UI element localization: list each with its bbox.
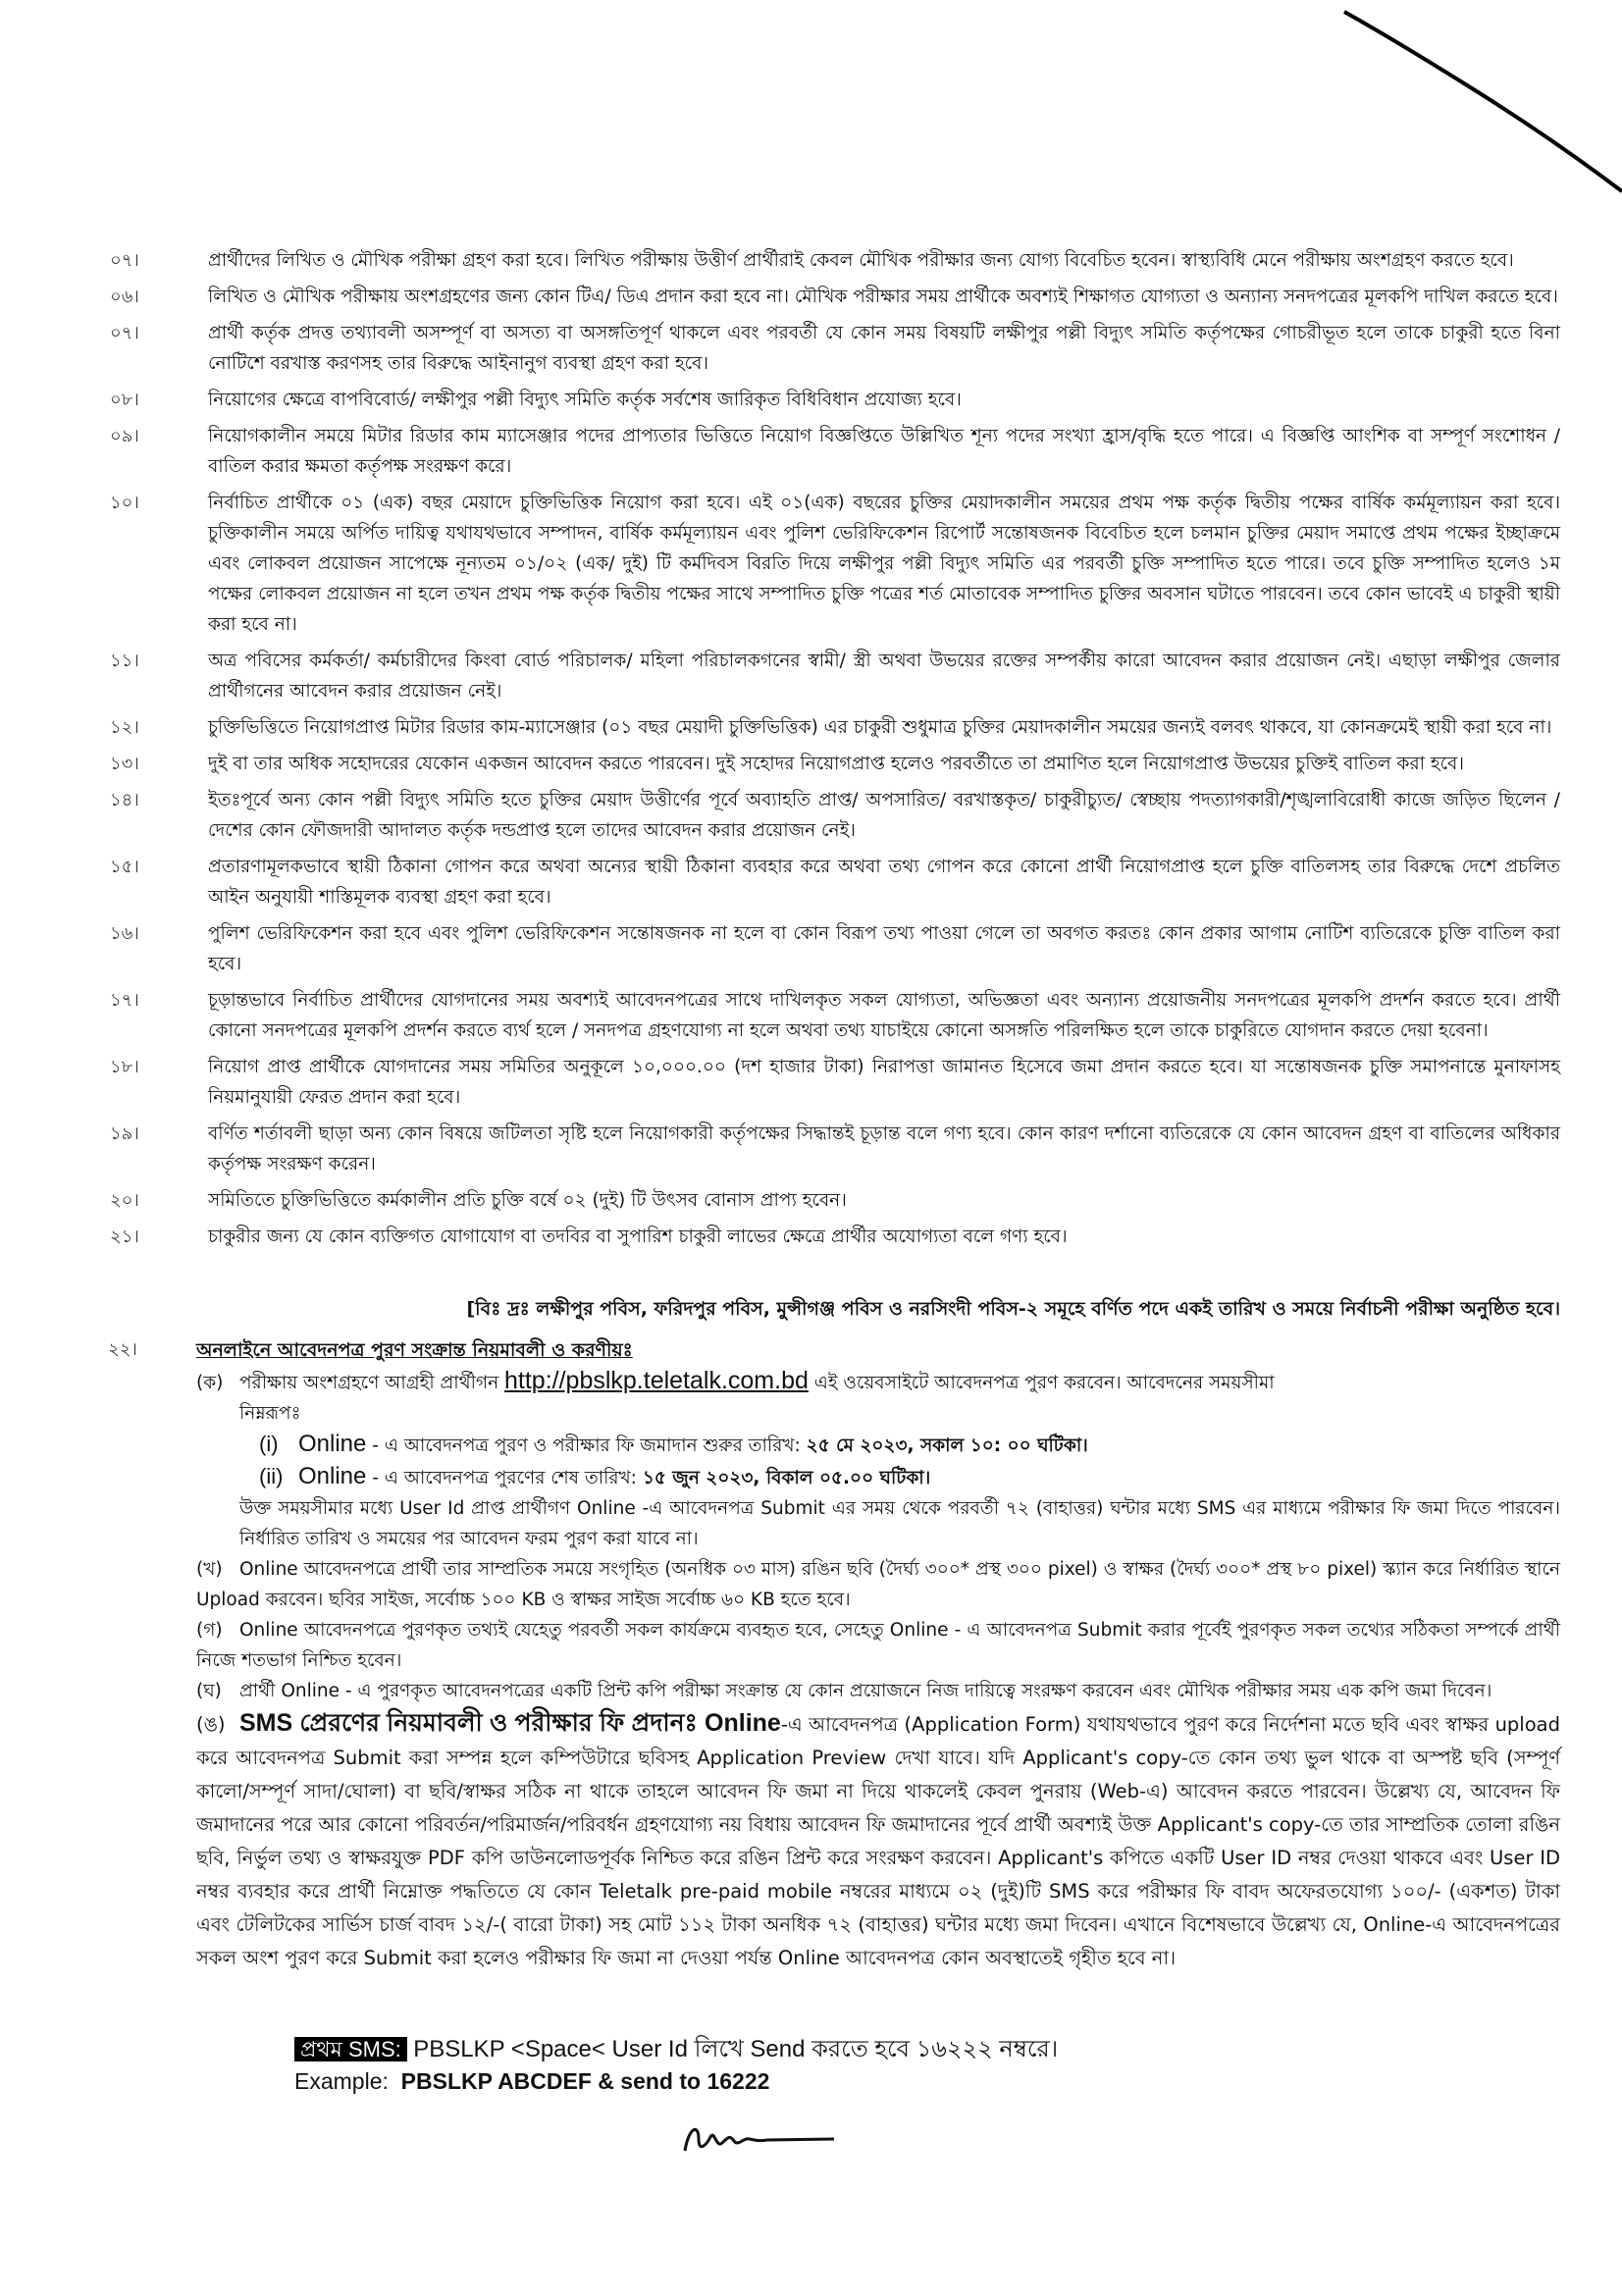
list-item: ০৯। নিয়োগকালীন সময়ে মিটার রিডার কাম ম্যাসেঞ্জার পদের প্রাপ্যতার ভিত্তিতে নিয়োগ বিজ্ঞপ্তিতে উল্লিখিত শূন্য পদের সংখ্যা হ্রাস/বৃদ্ধি হতে পারে। এ বিজ্ঞপ্তি আংশিক বা সম্পূর্ণ সংশোধন / বাতিল করার ক্ষমতা কর্তৃপক্ষ সংরক্ষণ করে। — [110, 426, 1560, 477]
list-item: ২১। চাকুরীর জন্য যে কোন ব্যক্তিগত যোগাযোগ বা তদবির বা সুপারিশ চাকুরী লাভের ক্ষেত্রে প্রার্থীর অযোগ্যতা বলে গণ্য হবে। — [110, 1226, 1068, 1247]
list-item: ০৭। প্রার্থী কর্তৃক প্রদত্ত তথ্যাবলী অসম্পূর্ণ বা অসত্য বা অসঙ্গতিপূর্ণ থাকলে এবং পরবর্তী যে কোন সময় বিষয়টি লক্ষীপুর পল্লী বিদ্যুৎ সমিতি কর্তৃপক্ষের গোচরীভূত হলে তাকে চাকুরী হতে বিনা নোটিশে বরখাস্ত করণসহ তার বিরুদ্ধে আইনানুগ ব্যবস্থা গ্রহণ করা হবে। — [110, 323, 1560, 374]
end-date-line: (ii) Online - এ আবেদনপত্র পুরণের শেষ তারিখ: ১৫ জুন ২০২৩, বিকাল ০৫.০০ ঘটিকা। — [259, 1463, 931, 1489]
list-item: ১৬। পুলিশ ভেরিফিকেশন করা হবে এবং পুলিশ ভেরিফিকেশন সন্তোষজনক না হলে বা কোন বিরূপ তথ্য পাওয়া গেলে তা অবগত করতঃ কোন প্রকার আগাম নোটিশ ব্যতিরেকে চুক্তি বাতিল করা হবে। — [110, 923, 1560, 974]
list-item: ১৫। প্রতারণামূলকভাবে স্থায়ী ঠিকানা গোপন করে অথবা অন্যের স্থায়ী ঠিকানা ব্যবহার করে অথবা তথ্য গোপন করে কোনো প্রার্থী নিয়োগপ্রাপ্ত হলে চুক্তি বাতিলসহ তার বিরুদ্ধে দেশে প্রচলিত আইন অনুযায়ী শাস্তিমূলক ব্যবস্থা গ্রহণ করা হবে। — [110, 857, 1560, 908]
first-sms-line: প্রথম SMS: PBSLKP <Space< User Id লিখে Send করতে হবে ১৬২২২ নম্বরে। — [294, 2033, 1472, 2065]
special-notice: [বিঃ দ্রঃ লক্ষীপুর পবিস, ফরিদপুর পবিস, মুন্সীগঞ্জ পবিস ও নরসিংদী পবিস-২ সমূহে বর্ণিত পদে একই তারিখ ও সময়ে নির্বাচনী পরীক্ষা অনুষ্ঠিত হবে। — [466, 1298, 1560, 1320]
sms-example-line: Example: PBSLKP ABCDEF & send to 16222 — [294, 2068, 770, 2094]
list-item: ২০। সমিতিতে চুক্তিভিত্তিতে কর্মকালীন প্রতি চুক্তি বর্ষে ০২ (দুই) টি উৎসব বোনাস প্রাপ্য হবেন। — [110, 1190, 847, 1211]
sub-item-kha: (খ) Online আবেদনপত্রে প্রার্থী তার সাম্প্রতিক সময়ে সংগৃহিত (অনধিক ০৩ মাস) রঙিন ছবি (দৈর্ঘ্য ৩০০* প্রস্থ ৩০০ pixel) ও স্বাক্ষর (দৈর্ঘ্য ৩০০* প্রস্থ ৮০ pixel) স্ক্যান করে নির্ধারিত স্থানে Upload করবেন। ছবির সাইজ, সর্বোচ্চ ১০০ KB ও স্বাক্ষর সাইজ সর্বোচ্চ ৬০ KB হতে হবে। — [196, 1559, 1560, 1610]
corner-scan-line — [0, 0, 1622, 255]
list-item: ১৭। চূড়ান্তভাবে নির্বাচিত প্রার্থীদের যোগদানের সময় অবশ্যই আবেদনপত্রের সাথে দাখিলকৃত সকল যোগ্যতা, অভিজ্ঞতা এবং অন্যান্য প্রয়োজনীয় সনদপত্রের মূলকপি প্রদর্শন করতে হবে। প্রার্থী কোনো সনদপত্রের মূলকপি প্রদর্শন করতে ব্যর্থ হলে / সনদপত্র গ্রহণযোগ্য না হলে অথবা তথ্য যাচাইয়ে কোনো অসঙ্গতি পরিলক্ষিত হলে তাকে চাকুরিতে যোগদান করতে দেয়া হবেনা। — [110, 990, 1560, 1041]
conditions-list — [108, 245, 1560, 1264]
list-item: ১২। চুক্তিভিত্তিতে নিয়োগপ্রাপ্ত মিটার রিডার কাম-ম্যাসেঞ্জার (০১ বছর মেয়াদী চুক্তিভিত্তিক) এর চাকুরী শুধুমাত্র চুক্তির মেয়াদকালীন সময়ের জন্যই বলবৎ থাকবে, যা কোনক্রমেই স্থায়ী করা হবে না। — [110, 717, 1552, 738]
list-item: ০৭। প্রার্থীদের লিখিত ও মৌখিক পরীক্ষা গ্রহণ করা হবে। লিখিত পরীক্ষায় উত্তীর্ণ প্রার্থীরাই কেবল মৌখিক পরীক্ষার জন্য যোগ্য বিবেচিত হবেন। স্বাস্থ্যবিধি মেনে পরীক্ষায় অংশগ্রহণ করতে হবে। — [110, 250, 1514, 271]
sub-item-ka: (ক) পরীক্ষায় অংশগ্রহণে আগ্রহী প্রার্থীগন http://pbslkp.teletalk.com.bd এই ওয়েবসাইটে আবেদনপত্র পুরণ করবেন। আবেদনের সময়সীমা নিম্নরূপঃ (i) Online - এ আবেদনপত্র পুরণ ও পরীক্ষার ফি জমাদান শুরুর তারিখ: ২৫ মে ২০২৩, সকাল ১০: ০০ ঘটিকা। (ii) Online - এ আবেদনপত্র পুরণের শেষ তারিখ: ১৫ জুন ২০২৩, বিকাল ০৫.০০ ঘটিকা। উক্ত সময়সীমার মধ্যে User Id প্রাপ্ত প্রার্থীগণ Online -এ আবেদনপত্র Submit এর সময় থেকে পরবর্তী ৭২ (বাহাত্তর) ঘন্টার মধ্যে SMS এর মাধ্যমে পরীক্ষার ফি জমা দিতে পারবেন। নির্ধারিত তারিখ ও সময়ের পর আবেদন ফরম পুরণ করা যাবে না। — [196, 1367, 1560, 1549]
list-item: ১৩। দুই বা তার অধিক সহোদরের যেকোন একজন আবেদন করতে পারবেন। দুই সহোদর নিয়োগপ্রাপ্ত হলেও পরবর্তীতে তা প্রমাণিত হলে নিয়োগপ্রাপ্ত উভয়ের চুক্তিই বাতিল করা হবে। — [110, 754, 1464, 774]
first-sms-tag: প্রথম SMS: — [294, 2037, 407, 2061]
section-number: ২২। — [108, 1339, 137, 1360]
sms-instructions — [294, 2033, 1472, 2097]
list-item: ১০। নির্বাচিত প্রার্থীকে ০১ (এক) বছর মেয়াদে চুক্তিভিত্তিক নিয়োগ করা হবে। এই ০১(এক) বছরের চুক্তির মেয়াদকালীন সময়ের প্রথম পক্ষ কর্তৃক দ্বিতীয় পক্ষের বার্ষিক কর্মমূল্যায়ন করা হবে। চুক্তিকালীন সময়ে অর্পিত দায়িত্ব যথাযথভাবে সম্পাদন, বার্ষিক কর্মমূল্যায়ন এবং পুলিশ ভেরিফিকেশন রিপোর্ট সন্তোষজনক বিবেচিত হলে চলমান চুক্তির মেয়াদ সমাপ্তে প্রথম পক্ষের ইচ্ছাক্রমে এবং লোকবল প্রয়োজন সাপেক্ষে নূন্যতম ০১/০২ (এক/ দুই) টি কর্মদিবস বিরতি দিয়ে লক্ষীপুর পল্লী বিদ্যুৎ সমিতি এর পরবর্তী চুক্তি সম্পাদিত হতে পারে। তবে চুক্তি সম্পাদিত হলেও ১ম পক্ষের লোকবল প্রয়োজন না হলে তখন প্রথম পক্ষ কর্তৃক দ্বিতীয় পক্ষের সাথে সম্পাদিত চুক্তি পত্রের শর্ত মোতাবেক সম্পাদিত চুক্তির অবসান ঘটাতে পারবেন। তবে কোন ভাবেই এ চাকুরী স্থায়ী করা হবে না। — [110, 493, 1560, 635]
section-title: অনলাইনে আবেদনপত্র পুরণ সংক্রান্ত নিয়মাবলী ও করণীয়ঃ — [196, 1339, 633, 1361]
online-application-section — [108, 1334, 1560, 1975]
list-item: ০৮। নিয়োগের ক্ষেত্রে বাপবিবোর্ড/ লক্ষীপুর পল্লী বিদ্যুৎ সমিতি কর্তৃক সর্বশেষ জারিকৃত বিধিবিধান প্রযোজ্য হবে। — [110, 390, 962, 410]
start-date-line: (i) Online - এ আবেদনপত্র পুরণ ও পরীক্ষার ফি জমাদান শুরুর তারিখ: ২৫ মে ২০২৩, সকাল ১০: ০০ ঘটিকা। — [259, 1431, 1088, 1457]
list-item: ১১। অত্র পবিসের কর্মকর্তা/ কর্মচারীদের কিংবা বোর্ড পরিচালক/ মহিলা পরিচালকগনের স্বামী/ স্ত্রী অথবা উভয়ের রক্তের সম্পর্কীয় কারো আবেদন করার প্রয়োজন নেই। এছাড়া লক্ষীপুর জেলার প্রার্থীগনের আবেদন করার প্রয়োজন নেই। — [110, 651, 1560, 702]
list-item: ১৯। বর্ণিত শর্তাবলী ছাড়া অন্য কোন বিষয়ে জটিলতা সৃষ্টি হলে নিয়োগকারী কর্তৃপক্ষের সিদ্ধান্তই চূড়ান্ত বলে গণ্য হবে। কোন কারণ দর্শানো ব্যতিরেকে যে কোন আবেদন গ্রহণ বা বাতিলের অধিকার কর্তৃপক্ষ সংরক্ষণ করেন। — [110, 1123, 1560, 1174]
list-item: ১৮। নিয়োগ প্রাপ্ত প্রার্থীকে যোগদানের সময় সমিতির অনুকূলে ১০,০০০.০০ (দশ হাজার টাকা) নিরাপত্তা জামানত হিসেবে জমা প্রদান করতে হবে। যা সন্তোষজনক চুক্তি সমাপনান্তে মুনাফাসহ নিয়মানুযায়ী ফেরত প্রদান করা হবে। — [110, 1057, 1560, 1108]
sub-item-uma: (ঙ) SMS প্রেরণের নিয়মাবলী ও পরীক্ষার ফি প্রদানঃ Online-এ আবেদনপত্র (Application Form) যথাযথভাবে পুরণ করে নির্দেশনা মতে ছবি এবং স্বাক্ষর upload করে আবেদনপত্র Submit করা সম্পন্ন হলে কম্পিউটারে ছবিসহ Application Preview দেখা যাবে। যদি Applicant's copy-তে কোন তথ্য ভুল থাকে বা অস্পষ্ট ছবি (সম্পূর্ণ কালো/সম্পূর্ণ সাদা/ঘোলা) বা ছবি/স্বাক্ষর সঠিক না থাকে তাহলে আবেদন ফি জমা না দিয়ে থাকলেই কেবল পুনরায় (Web-এ) আবেদন করতে পারবেন। উল্লেখ্য যে, আবেদন ফি জমাদানের পরে আর কোনো পরিবর্তন/পরিমার্জন/পরিবর্ধন গ্রহণযোগ্য নয় বিধায় আবেদন ফি জমাদানের পূর্বে প্রার্থী অবশ্যই উক্ত Applicant's copy-তে তার সাম্প্রতিক তোলা রঙিন ছবি, নির্ভুল তথ্য ও স্বাক্ষরযুক্ত PDF কপি ডাউনলোডপূর্বক নিশ্চিত করে রঙিন প্রিন্ট করে সংরক্ষণ করবেন। Applicant's কপিতে একটি User ID নম্বর দেওয়া থাকবে এবং User ID নম্বর ব্যবহার করে প্রার্থী নিম্নোক্ত পদ্ধতিতে যে কোন Teletalk pre-paid mobile নম্বরের মাধ্যমে ০২ (দুই)টি SMS করে পরীক্ষার ফি বাবদ অফেরতযোগ্য ১০০/- (একশত) টাকা এবং টেলিটকের সার্ভিস চার্জ বাবদ ১২/-( বারো টাকা) সহ মোট ১১২ টাকা অনধিক ৭২ (বাহাত্তর) ঘন্টার মধ্যে জমা দিবেন। এখানে বিশেষভাবে উল্লেখ্য যে, Online-এ আবেদনপত্রের সকল অংশ পুরণ করে Submit করা হলেও পরীক্ষার ফি জমা না দেওয়া পর্যন্ত Online আবেদনপত্র কোন অবস্থাতেই গৃহীত হবে না। — [196, 1709, 1560, 1969]
sub-item-gha: (ঘ) প্রার্থী Online - এ পুরণকৃত আবেদনপত্রের একটি প্রিন্ট কপি পরীক্ষা সংক্রান্ত যে কোন প্রয়োজনে নিজ দায়িত্বে সংরক্ষণ করবেন এবং মৌখিক পরীক্ষার সময় এক কপি জমা দিবেন। — [196, 1681, 1492, 1701]
sub-item-ga: (গ) Online আবেদনপত্রে পুরণকৃত তথ্যই যেহেতু পরবর্তী সকল কার্যক্রমে ব্যবহৃত হবে, সেহেতু Online - এ আবেদনপত্র Submit করার পূর্বেই পুরণকৃত সকল তথ্যের সঠিকতা সম্পর্কে প্রার্থী নিজে শতভাগ নিশ্চিত হবেন। — [196, 1620, 1560, 1671]
application-website-link[interactable]: http://pbslkp.teletalk.com.bd — [504, 1367, 809, 1394]
list-item: ০৬। লিখিত ও মৌখিক পরীক্ষায় অংশগ্রহণের জন্য কোন টিএ/ ডিএ প্রদান করা হবে না। মৌখিক পরীক্ষার সময় প্রার্থীকে অবশ্যই শিক্ষাগত যোগ্যতা ও অন্যান্য সনদপত্রের মূলকপি দাখিল করতে হবে। — [110, 287, 1558, 307]
signature — [677, 2110, 844, 2168]
list-item: ১৪। ইতঃপূর্বে অন্য কোন পল্লী বিদ্যুৎ সমিতি হতে চুক্তির মেয়াদ উত্তীর্ণের পূর্বে অব্যাহতি প্রাপ্ত/ অপসারিত/ বরখাস্তকৃত/ চাকুরীচ্যুত/ স্বেচ্ছায় পদত্যাগকারী/শৃঙ্খলাবিরোধী কাজে জড়িত ছিলেন / দেশের কোন ফৌজদারী আদালত কর্তৃক দন্ডপ্রাপ্ত হলে তাদের আবেদন করার প্রয়োজন নেই। — [110, 790, 1560, 841]
